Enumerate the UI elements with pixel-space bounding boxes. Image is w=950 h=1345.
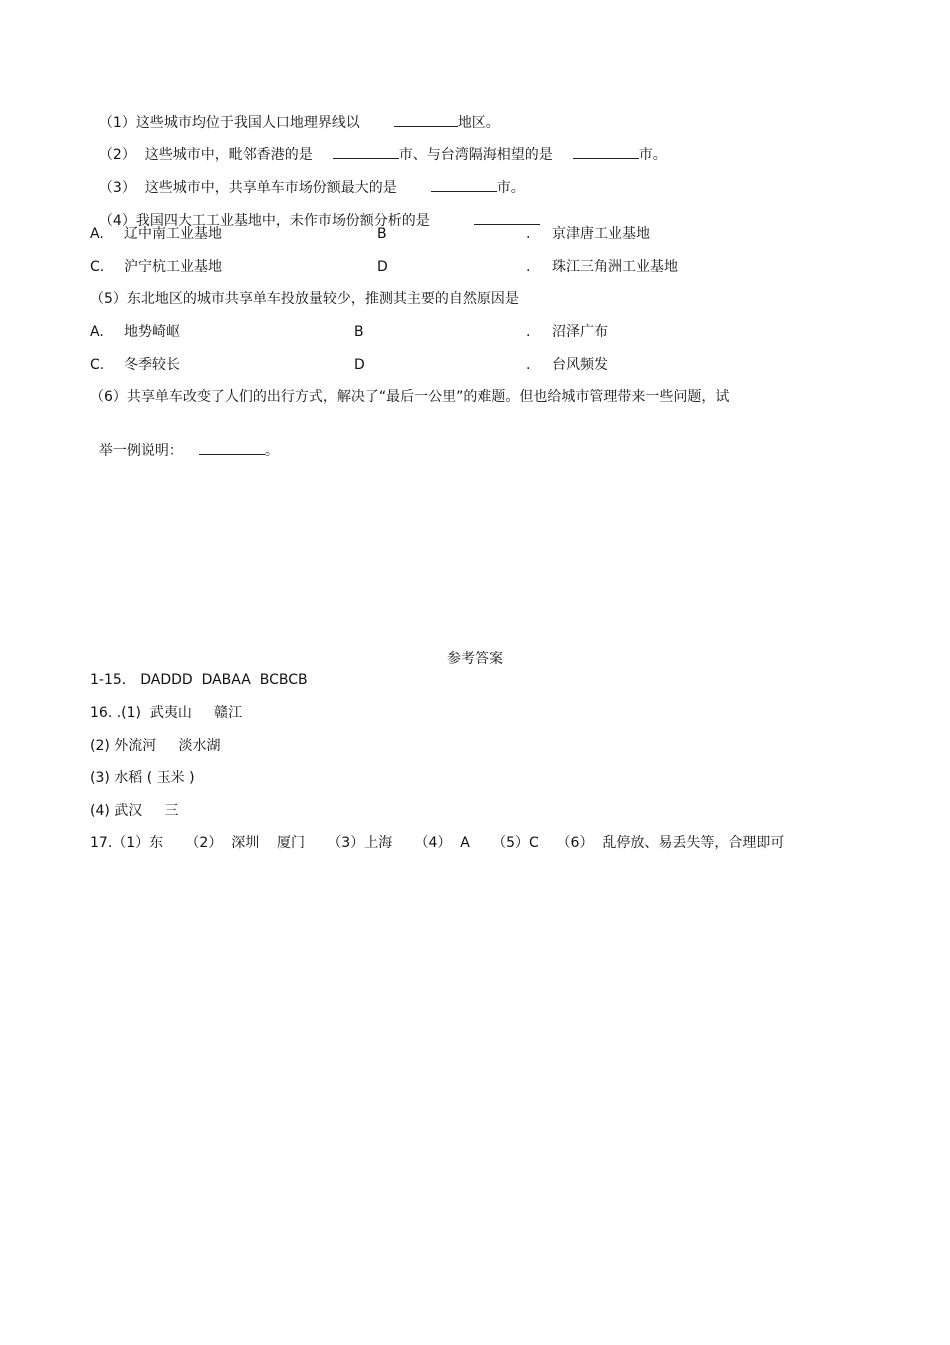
question-2-text: （2） 这些城市中，毗邻香港的是 bbox=[98, 147, 313, 163]
answer-line-1: 1-15． DADDD DABAA BCBCB bbox=[90, 672, 308, 688]
answer-blank bbox=[431, 177, 497, 192]
answer-line-2: 16. .(1) 武夷山 赣江 bbox=[90, 705, 243, 721]
option-d-letter: D bbox=[377, 259, 388, 275]
option-a-letter: A. bbox=[90, 324, 104, 340]
question-6-prompt: 举一例说明： bbox=[98, 443, 183, 459]
question-2-suffix: 市。 bbox=[638, 147, 667, 163]
question-1-text: （1）这些城市均位于我国人口地理界线以 bbox=[98, 115, 360, 131]
option-d-text: 台风频发 bbox=[552, 357, 608, 373]
answers-title: 参考答案 bbox=[447, 651, 503, 667]
question-5-text: （5）东北地区的城市共享单车投放量较少，推测其主要的自然原因是 bbox=[90, 291, 519, 307]
option-d-letter: D bbox=[354, 357, 365, 373]
option-a-letter: A. bbox=[90, 226, 104, 242]
option-b-letter: B bbox=[354, 324, 364, 340]
option-c-letter: C. bbox=[90, 357, 105, 373]
option-c-text: 冬季较长 bbox=[124, 357, 180, 373]
option-b-dot: . bbox=[526, 324, 531, 340]
option-d-dot: . bbox=[526, 357, 531, 373]
answer-line-6: 17.（1）东 （2） 深圳 厦门 （3）上海 （4） A （5）C （6） 乱停放、易丢失等，合理即可 bbox=[90, 835, 785, 851]
question-4-text: （4）我国四大工工业基地中，未作市场份额分析的是 bbox=[98, 213, 430, 229]
answer-blank bbox=[394, 112, 458, 127]
answer-blank bbox=[573, 144, 639, 159]
question-2-middle: 市、与台湾隔海相望的是 bbox=[398, 147, 553, 163]
answer-blank bbox=[199, 440, 265, 455]
option-b-text: 沼泽广布 bbox=[552, 324, 608, 340]
question-1-suffix: 地区。 bbox=[457, 115, 500, 131]
question-6-line-2 bbox=[90, 422, 279, 460]
option-c-text: 沪宁杭工业基地 bbox=[124, 259, 222, 275]
question-3-suffix: 市。 bbox=[496, 180, 525, 196]
question-3-text: （3） 这些城市中，共享单车市场份额最大的是 bbox=[98, 180, 397, 196]
option-d-text: 珠江三角洲工业基地 bbox=[552, 259, 678, 275]
answer-blank bbox=[333, 144, 399, 159]
option-c-letter: C. bbox=[90, 259, 105, 275]
question-6-line-1: （6）共享单车改变了人们的出行方式，解决了“最后一公里”的难题。但也给城市管理带来一些问题，试 bbox=[90, 389, 730, 405]
option-b-letter: B bbox=[377, 226, 387, 242]
answer-blank bbox=[474, 210, 540, 225]
question-6-suffix: 。 bbox=[264, 443, 279, 459]
option-b-text: 京津唐工业基地 bbox=[552, 226, 650, 242]
option-b-dot: . bbox=[526, 226, 531, 242]
answer-line-3: (2) 外流河 淡水湖 bbox=[90, 738, 221, 754]
option-a-text: 辽中南工业基地 bbox=[124, 226, 222, 242]
answer-line-5: (4) 武汉 三 bbox=[90, 803, 179, 819]
option-d-dot: . bbox=[526, 259, 531, 275]
option-a-text: 地势崎岖 bbox=[124, 324, 180, 340]
answer-line-4: (3) 水稻 ( 玉米 ) bbox=[90, 770, 195, 786]
